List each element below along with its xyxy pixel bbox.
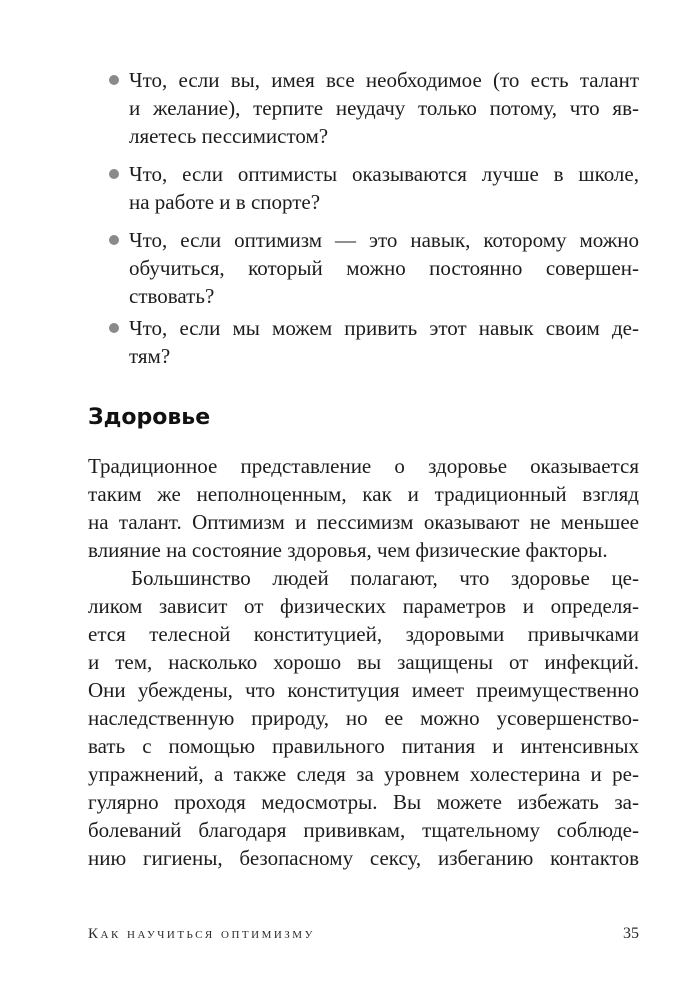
bullet-3-line-1: Что, если оптимизм — это навык, которому можно xyxy=(129,228,639,252)
bullet-dot xyxy=(109,169,119,179)
paragraph-2-line-1: Большинство людей полагают, что здоровье це- xyxy=(131,566,639,590)
bullet-1-line-3: ляетесь пессимистом? xyxy=(129,124,329,148)
running-footer-title: Как научиться оптимизму xyxy=(88,926,315,942)
bullet-4-line-1: Что, если мы можем привить этот навык своим де- xyxy=(129,316,639,340)
paragraph-2-line-2: ликом зависит от физических параметров и определя- xyxy=(88,594,639,618)
bullet-2-line-1: Что, если оптимисты оказываются лучше в школе, xyxy=(129,162,639,186)
bullet-2-line-2: на работе и в спорте? xyxy=(129,190,321,214)
bullet-dot xyxy=(109,323,119,333)
bullet-1-line-2: и желание), терпите неудачу только потому, что яв- xyxy=(129,96,639,120)
book-page xyxy=(88,0,643,1000)
paragraph-2-line-4: и тем, насколько хорошо вы защищены от инфекций. xyxy=(88,650,639,674)
paragraph-1-line-1: Традиционное представление о здоровье оказывается xyxy=(88,454,639,478)
paragraph-1-line-4: влияние на состояние здоровья, чем физические факторы. xyxy=(88,538,608,562)
paragraph-2-line-3: ется телесной конституцией, здоровыми привычками xyxy=(88,622,639,646)
paragraph-2-line-11: нию гигиены, безопасному сексу, избеганию контактов xyxy=(88,846,639,870)
bullet-4-line-2: тям? xyxy=(129,344,171,368)
bullet-3-line-2: обучиться, который можно постоянно совершен- xyxy=(129,256,639,280)
bullet-dot xyxy=(109,235,119,245)
paragraph-2-line-6: наследственную природу, но ее можно усовершенство- xyxy=(88,706,639,730)
bullet-3-line-3: ствовать? xyxy=(129,284,215,308)
paragraph-2-line-10: болеваний благодаря прививкам, тщательному соблюде- xyxy=(88,818,639,842)
page-number: 35 xyxy=(623,925,639,942)
bullet-dot xyxy=(109,75,119,85)
paragraph-1-line-3: на талант. Оптимизм и пессимизм оказывают не меньшее xyxy=(88,510,639,534)
section-heading: Здоровье xyxy=(88,405,211,430)
paragraph-2-line-5: Они убеждены, что конституция имеет преимущественно xyxy=(88,678,639,702)
paragraph-1-line-2: таким же неполноценным, как и традиционный взгляд xyxy=(88,482,639,506)
paragraph-2-line-7: вать с помощью правильного питания и интенсивных xyxy=(88,734,639,758)
bullet-1-line-1: Что, если вы, имея все необходимое (то есть талант xyxy=(129,68,639,92)
paragraph-2-line-9: гулярно проходя медосмотры. Вы можете избежать за- xyxy=(88,790,639,814)
paragraph-2-line-8: упражнений, а также следя за уровнем холестерина и ре- xyxy=(88,762,639,786)
